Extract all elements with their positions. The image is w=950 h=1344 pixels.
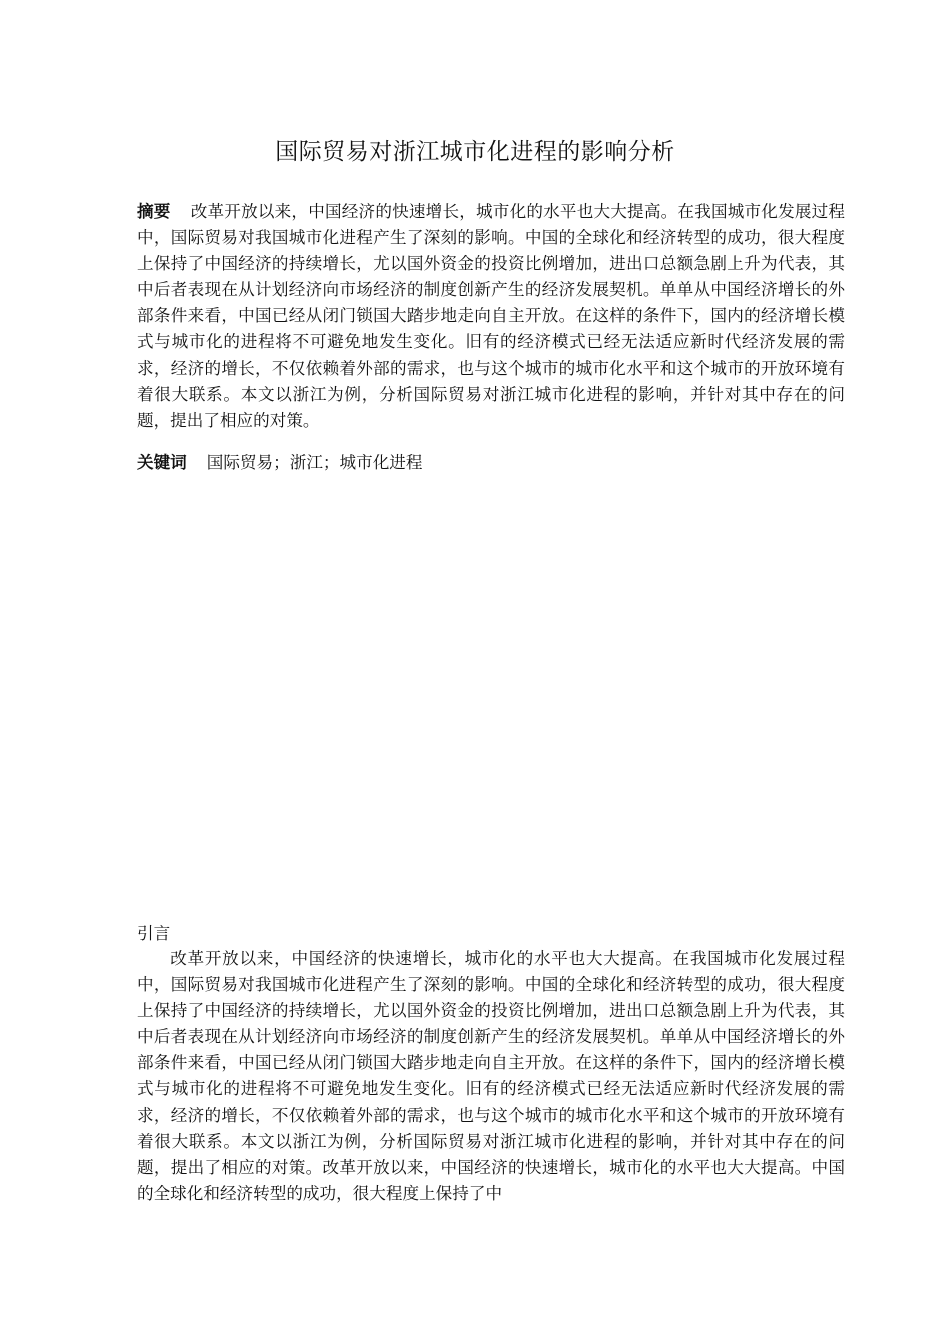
abstract-text: 改革开放以来，中国经济的快速增长，城市化的水平也大大提高。在我国城市化发展过程中，国际贸易对我国城市化进程产生了深刻的影响。中国的全球化和经济转型的成功，很大程度上保持了中国经济的持续增长，尤以国外资金的投资比例增加，进出口总额急剧上升为代表，其中后者表现在从计划经济向市场经济的制度创新产生的经济发展契机。单单从中国经济增长的外部条件来看，中国已经从闭门锁国大踏步地走向自主开放。在这样的条件下，国内的经济增长模式与城市化的进程将不可避免地发生变化。旧有的经济模式已经无法适应新时代经济发展的需求，经济的增长，不仅依赖着外部的需求，也与这个城市的城市化水平和这个城市的开放环境有着很大联系。本文以浙江为例，分析国际贸易对浙江城市化进程的影响，并针对其中存在的问题，提出了相应的对策。 [137, 202, 845, 430]
abstract-label: 摘要 [137, 202, 171, 221]
page-title: 国际贸易对浙江城市化进程的影响分析 [275, 139, 675, 165]
introduction-paragraph: 改革开放以来，中国经济的快速增长，城市化的水平也大大提高。在我国城市化发展过程中，国际贸易对我国城市化进程产生了深刻的影响。中国的全球化和经济转型的成功，很大程度上保持了中国经济的持续增长，尤以国外资金的投资比例增加，进出口总额急剧上升为代表，其中后者表现在从计划经济向市场经济的制度创新产生的经济发展契机。单单从中国经济增长的外部条件来看，中国已经从闭门锁国大踏步地走向自主开放。在这样的条件下，国内的经济增长模式与城市化的进程将不可避免地发生变化。旧有的经济模式已经无法适应新时代经济发展的需求，经济的增长，不仅依赖着外部的需求，也与这个城市的城市化水平和这个城市的开放环境有着很大联系。本文以浙江为例，分析国际贸易对浙江城市化进程的影响，并针对其中存在的问题，提出了相应的对策。改革开放以来，中国经济的快速增长，城市化的水平也大大提高。中国的全球化和经济转型的成功，很大程度上保持了中 [137, 949, 845, 1203]
keywords-label: 关键词 [137, 453, 187, 472]
abstract-paragraph [137, 199, 845, 434]
keywords-line [137, 450, 845, 476]
introduction-heading: 引言 [137, 924, 171, 943]
keywords-text: 国际贸易；浙江；城市化进程 [206, 453, 423, 472]
